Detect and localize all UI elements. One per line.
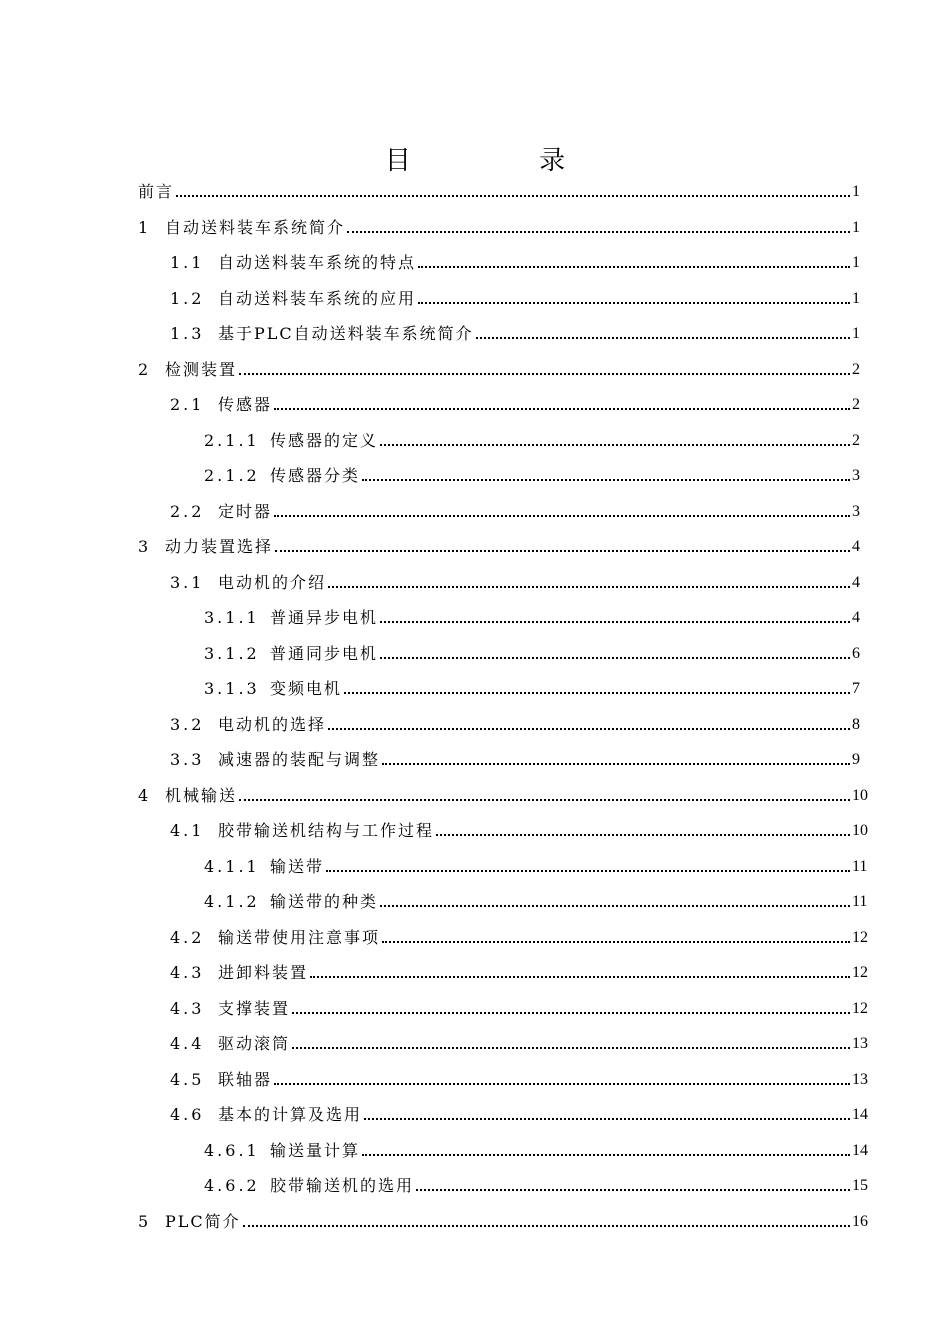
toc-entry-number: 3 [138, 537, 149, 556]
toc-leader-dots [274, 408, 850, 410]
toc-entry-title: 输送量计算 [270, 1140, 361, 1160]
toc-entry-title: 传感器分类 [270, 466, 361, 485]
toc-entry-title: 输送带的种类 [270, 892, 379, 911]
toc-entry-number: 2.1.1 [204, 430, 260, 450]
toc-entry-number: 4 [138, 785, 149, 805]
toc-leader-dots [292, 1012, 850, 1014]
toc-entry-title: 自动送料装车系统的应用 [218, 288, 417, 308]
toc-page-number: 15 [852, 1177, 868, 1194]
toc-leader-dots [274, 515, 850, 517]
toc-entry[interactable] [0, 740, 870, 770]
toc-entry[interactable] [0, 989, 870, 1019]
toc-entry[interactable] [0, 1202, 870, 1232]
toc-leader-dots [328, 586, 850, 588]
toc-page-number: 3 [852, 502, 860, 520]
toc-entry-number: 3.1.3 [204, 679, 260, 698]
toc-page-number: 14 [852, 1106, 868, 1123]
toc-leader-dots [418, 266, 850, 268]
toc-leader-dots [326, 870, 850, 872]
toc-entry-title: 传感器 [218, 395, 273, 414]
toc-page-number: 13 [852, 1035, 868, 1052]
toc-entry-number: 4.2 [170, 927, 205, 947]
toc-entry-number: 4.4 [170, 1034, 205, 1053]
toc-title: 目 录 [384, 146, 626, 176]
toc-entry-title: 变频电机 [270, 679, 343, 698]
toc-leader-dots [243, 1225, 850, 1227]
toc-entry[interactable] [0, 527, 870, 557]
toc-leader-dots [362, 479, 850, 481]
toc-entry[interactable] [0, 456, 870, 486]
toc-entry-number: 3.3 [170, 750, 205, 769]
toc-entry-number: 1.3 [170, 324, 205, 343]
toc-entry-number: 4.1.2 [204, 892, 260, 911]
toc-leader-dots [274, 1083, 850, 1085]
toc-entry-number: 2.1 [170, 395, 205, 414]
toc-entry[interactable] [0, 1024, 870, 1054]
toc-leader-dots [239, 799, 850, 801]
toc-leader-dots [239, 373, 850, 375]
toc-entry-title: 电动机的介绍 [218, 572, 327, 592]
toc-entry-title: 输送带使用注意事项 [218, 927, 381, 947]
toc-leader-dots [382, 941, 850, 943]
toc-entry-title: 基于PLC自动送料装车系统简介 [218, 324, 474, 343]
toc-entry[interactable] [0, 1131, 870, 1161]
toc-entry[interactable] [0, 243, 870, 273]
toc-entry-number: 5 [138, 1211, 149, 1231]
toc-entry-title: 普通同步电机 [270, 643, 379, 663]
toc-page-number: 16 [852, 1212, 868, 1230]
toc-leader-dots [476, 337, 850, 339]
toc-entry-number: 1.2 [170, 288, 205, 308]
toc-entry-title: 普通异步电机 [270, 608, 379, 627]
toc-entry-number: 4.6 [170, 1105, 205, 1124]
toc-page-number: 4 [852, 538, 860, 555]
toc-entry-number: 3.1 [170, 572, 205, 592]
toc-entry[interactable] [0, 492, 870, 522]
toc-page-number: 6 [852, 644, 860, 662]
toc-entry-title: 联轴器 [218, 1069, 273, 1089]
toc-leader-dots [418, 302, 850, 304]
toc-entry-title: 支撑装置 [218, 998, 291, 1018]
toc-entry[interactable] [0, 350, 870, 380]
toc-leader-dots [176, 195, 850, 197]
toc-page-number: 1 [852, 254, 860, 271]
toc-page-number: 1 [852, 218, 860, 236]
toc-entry[interactable] [0, 385, 870, 415]
toc-entry-number: 4.3 [170, 963, 205, 982]
toc-entry-title: 自动送料装车系统的特点 [218, 253, 417, 272]
toc-entry-title: 定时器 [218, 501, 273, 521]
toc-page-number: 14 [852, 1141, 868, 1159]
toc-entry-number: 1.1 [170, 253, 205, 272]
toc-entry-title: 胶带输送机结构与工作过程 [218, 821, 435, 840]
toc-entry-number: 2.2 [170, 501, 205, 521]
toc-page-number: 2 [852, 396, 860, 413]
toc-entry[interactable] [0, 669, 870, 699]
toc-entry-title: 输送带 [270, 856, 325, 876]
toc-entry[interactable] [0, 882, 870, 912]
toc-entry[interactable] [0, 634, 870, 664]
toc-page-number: 10 [852, 822, 868, 839]
toc-entry-title: 进卸料装置 [218, 963, 309, 982]
toc-entry-number: 1 [138, 217, 149, 237]
toc-page-number: 3 [852, 467, 860, 484]
toc-page-number: 1 [852, 289, 860, 307]
toc-leader-dots [328, 728, 850, 730]
toc-entry[interactable] [0, 847, 870, 877]
toc-entry[interactable] [0, 953, 870, 983]
toc-entry[interactable] [0, 705, 870, 735]
toc-page-number: 7 [852, 680, 860, 697]
toc-entry-title: 动力装置选择 [165, 537, 274, 556]
toc-leader-dots [380, 621, 850, 623]
toc-leader-dots [310, 976, 850, 978]
toc-entry-title: 电动机的选择 [218, 714, 327, 734]
toc-page-number: 11 [852, 857, 868, 875]
toc-page-number: 4 [852, 609, 860, 626]
toc-leader-dots [275, 550, 850, 552]
toc-page-number: 10 [852, 786, 868, 804]
toc-entry-title: 自动送料装车系统简介 [165, 217, 346, 237]
toc-entry[interactable] [0, 421, 870, 451]
toc-entry-number: 3.1.1 [204, 608, 260, 627]
toc-entry-number: 4.6.2 [204, 1176, 260, 1195]
toc-entry[interactable] [0, 172, 870, 202]
toc-entry-title: 机械输送 [165, 785, 238, 805]
toc-page-number: 1 [852, 325, 860, 342]
toc-entry-title: 胶带输送机的选用 [270, 1176, 415, 1195]
toc-entry-title: 传感器的定义 [270, 430, 379, 450]
toc-entry-number: 4.1 [170, 821, 205, 840]
toc-entry-title: 前言 [138, 182, 175, 201]
toc-entry-number: 4.3 [170, 998, 205, 1018]
toc-entry-title: 驱动滚筒 [218, 1034, 291, 1053]
toc-entry-title: 检测装置 [165, 359, 238, 379]
toc-leader-dots [436, 834, 850, 836]
toc-page-number: 11 [852, 893, 868, 910]
toc-entry[interactable] [0, 279, 870, 309]
toc-entry[interactable] [0, 598, 870, 628]
toc-leader-dots [416, 1189, 850, 1191]
toc-leader-dots [344, 692, 850, 694]
toc-entry[interactable] [0, 563, 870, 593]
toc-entry-number: 2 [138, 359, 149, 379]
toc-entry-title: 基本的计算及选用 [218, 1105, 363, 1124]
toc-leader-dots [292, 1047, 850, 1049]
toc-entry-number: 3.2 [170, 714, 205, 734]
toc-entry[interactable] [0, 1060, 870, 1090]
toc-page-number: 2 [852, 431, 860, 449]
toc-entry[interactable] [0, 1095, 870, 1125]
toc-entry-number: 2.1.2 [204, 466, 260, 485]
toc-entry-number: 4.1.1 [204, 856, 260, 876]
toc-entry[interactable] [0, 918, 870, 948]
toc-leader-dots [382, 763, 850, 765]
toc-leader-dots [380, 657, 850, 659]
toc-entry-number: 4.5 [170, 1069, 205, 1089]
toc-page-number: 1 [852, 183, 860, 200]
toc-page-number: 4 [852, 573, 860, 591]
toc-leader-dots [347, 231, 850, 233]
toc-leader-dots [362, 1154, 850, 1156]
toc-entry-title: 减速器的装配与调整 [218, 750, 381, 769]
toc-entry-number: 3.1.2 [204, 643, 260, 663]
toc-leader-dots [380, 444, 850, 446]
toc-entry[interactable] [0, 314, 870, 344]
toc-entry-title: PLC简介 [165, 1211, 241, 1231]
toc-page-number: 9 [852, 751, 860, 768]
toc-leader-dots [380, 905, 850, 907]
toc-entry[interactable] [0, 208, 870, 238]
toc-page-number: 12 [852, 964, 868, 981]
toc-page-number: 12 [852, 999, 868, 1017]
toc-entry[interactable] [0, 811, 870, 841]
toc-page-number: 13 [852, 1070, 868, 1088]
toc-leader-dots [364, 1118, 850, 1120]
toc-entry[interactable] [0, 776, 870, 806]
toc-page-number: 2 [852, 360, 860, 378]
toc-page-number: 8 [852, 715, 860, 733]
toc-entry-number: 4.6.1 [204, 1140, 260, 1160]
toc-entry[interactable] [0, 1166, 870, 1196]
toc-page-number: 12 [852, 928, 868, 946]
